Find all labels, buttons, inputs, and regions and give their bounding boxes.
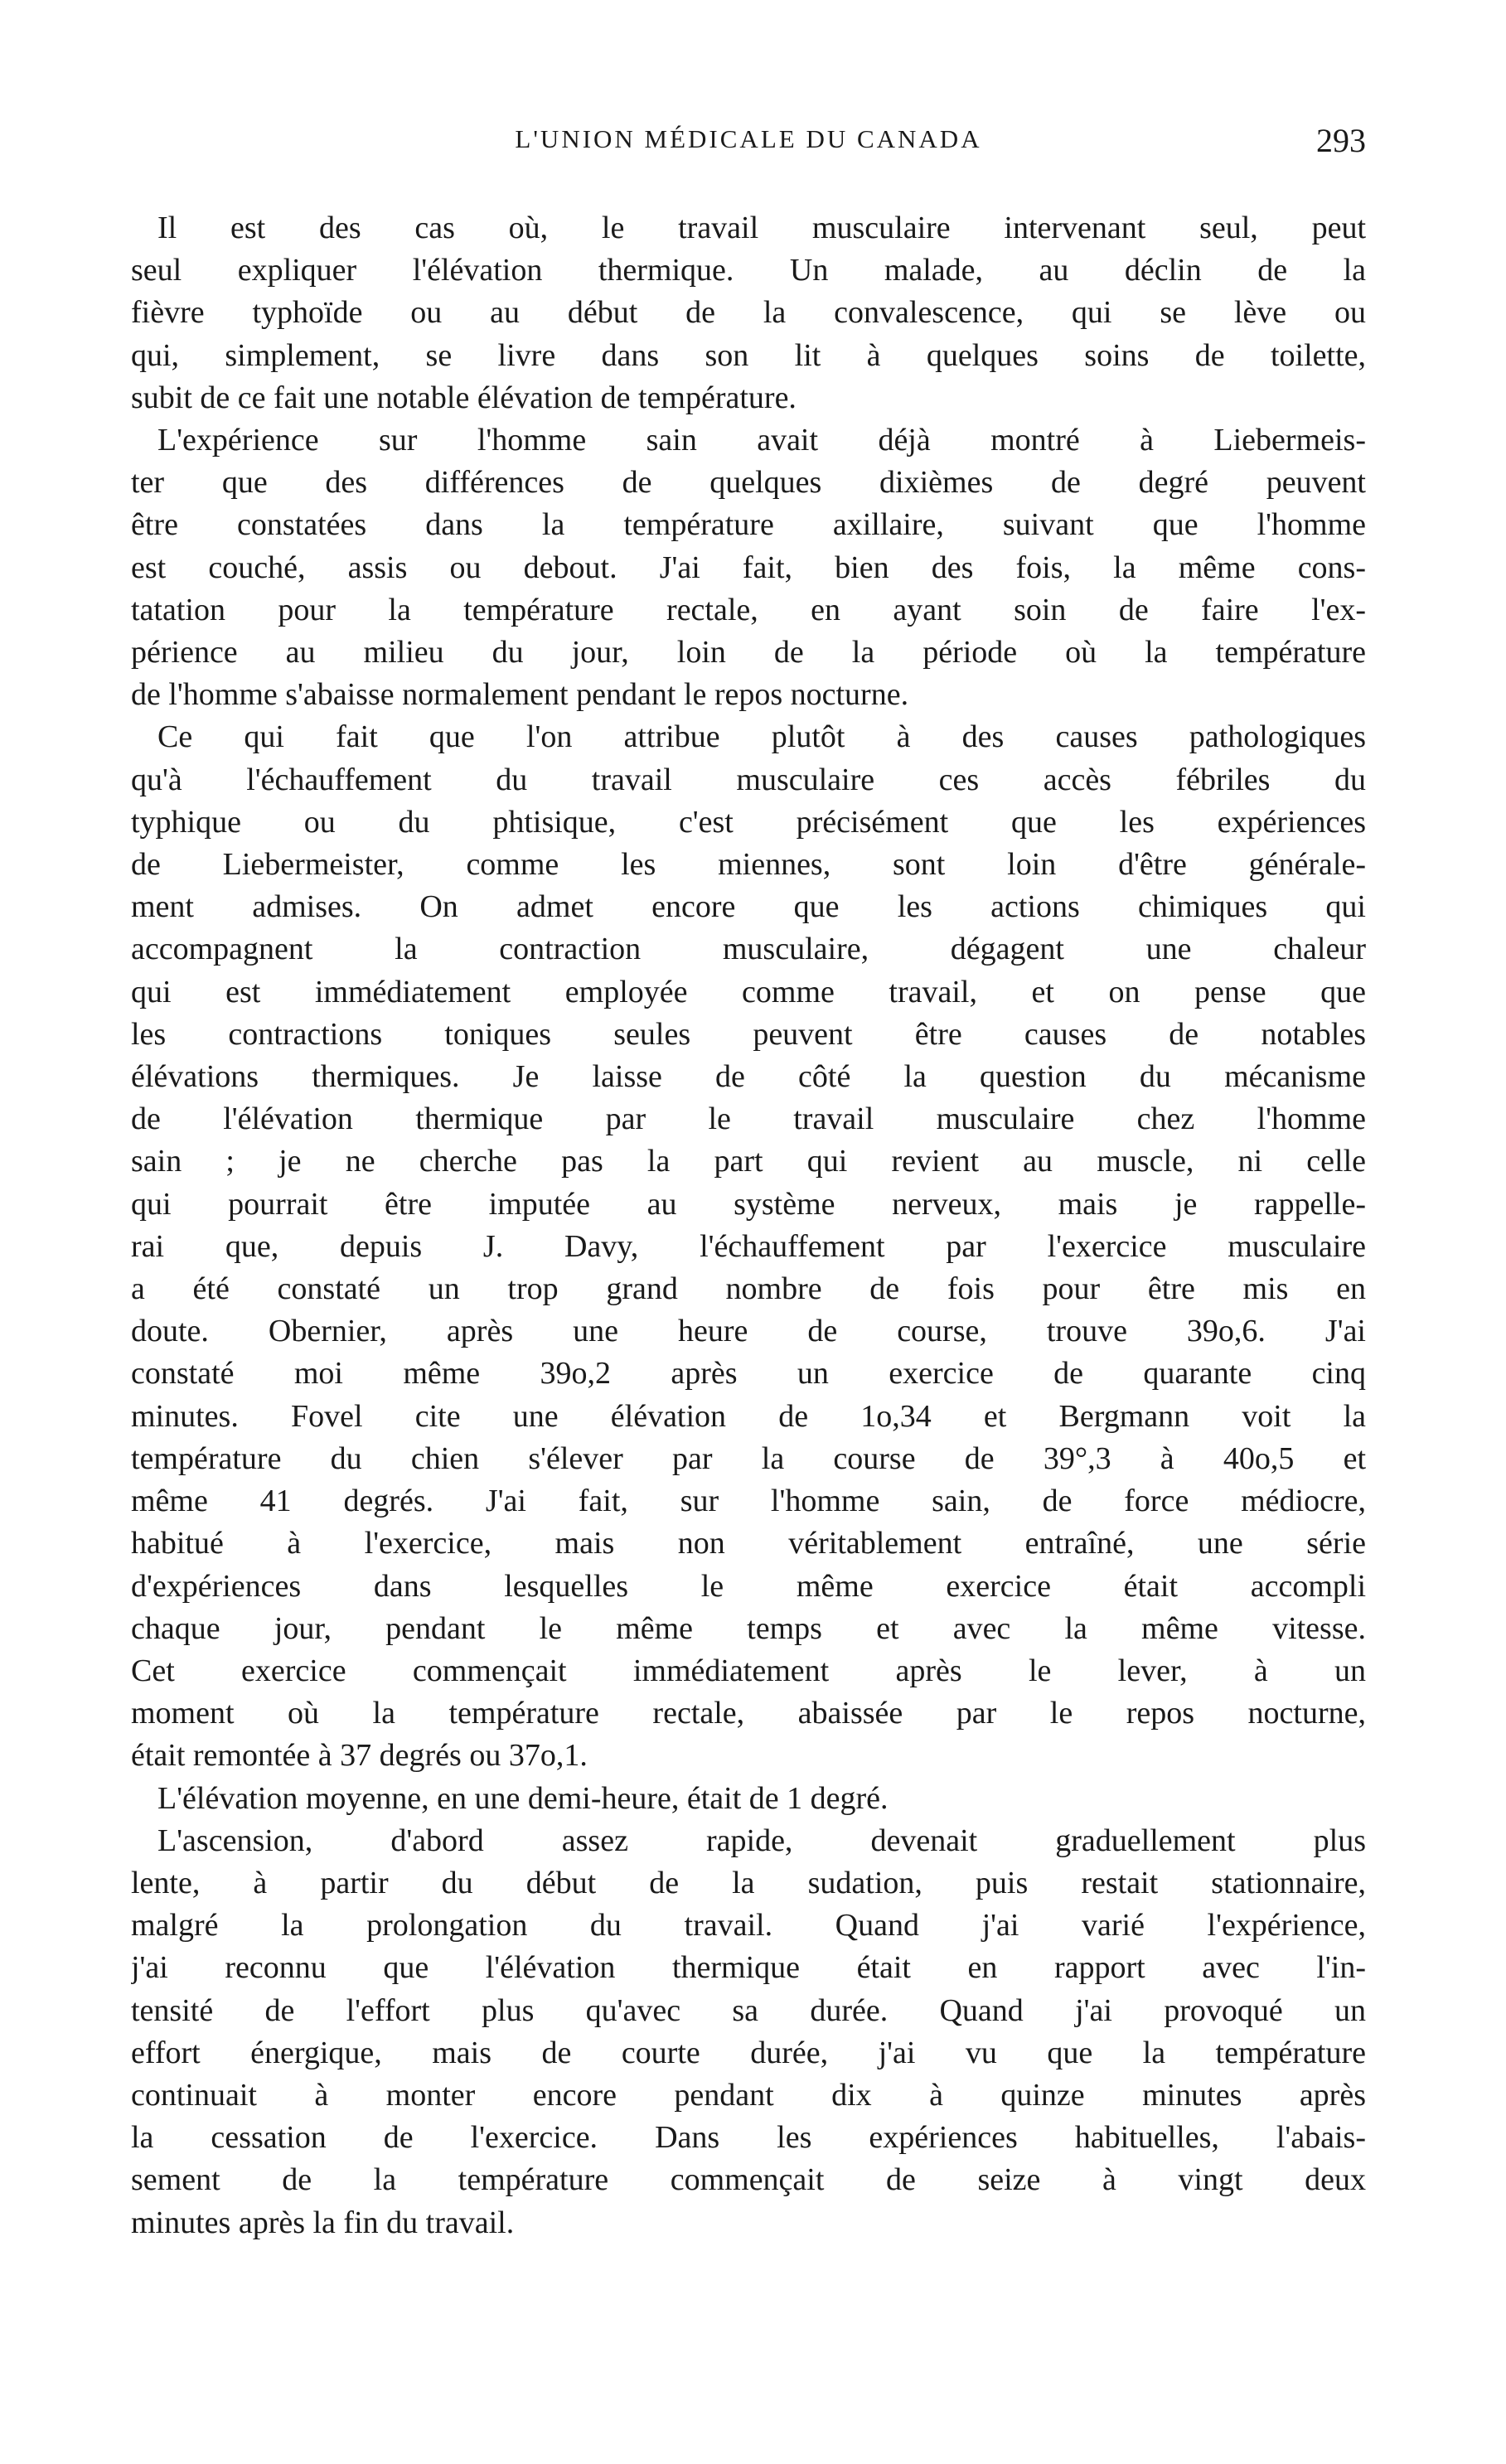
page-header <box>131 124 1366 174</box>
text-line: rai que, depuis J. Davy, l'échauffement par l'exercice musculaire <box>131 1228 1366 1264</box>
page-number: 293 <box>1316 122 1366 159</box>
text-line: L'ascension, d'abord assez rapide, devenait graduellement plus <box>157 1823 1366 1858</box>
text-line: Cet exercice commençait immédiatement après le lever, à un <box>131 1653 1366 1688</box>
text-line: élévations thermiques. Je laisse de côté la question du mécanisme <box>131 1059 1366 1095</box>
text-line: Ce qui fait que l'on attribue plutôt à des causes pathologiques <box>157 719 1366 755</box>
text-line: Il est des cas où, le travail musculaire intervenant seul, peut <box>157 211 1366 245</box>
text-line: seul expliquer l'élévation thermique. Un malade, au déclin de la <box>131 253 1366 288</box>
text-line: était remontée à 37 degrés ou 37o,1. <box>131 1738 588 1774</box>
text-line: d'expériences dans lesquelles le même exercice était accompli <box>131 1568 1366 1604</box>
text-line: les contractions toniques seules peuvent être causes de notables <box>131 1016 1366 1052</box>
text-line: constaté moi même 39o,2 après un exercice de quarante cinq <box>131 1356 1366 1392</box>
text-line: qui pourrait être imputée au système nerveux, mais je rappelle- <box>131 1186 1366 1222</box>
text-line: de l'homme s'abaisse normalement pendant le repos nocturne. <box>131 677 909 713</box>
text-line: habitué à l'exercice, mais non véritablement entraîné, une série <box>131 1526 1366 1561</box>
running-head: L'UNION MÉDICALE DU CANADA <box>515 124 982 153</box>
text-line: L'expérience sur l'homme sain avait déjà montré à Liebermeis- <box>157 423 1366 458</box>
text-line: même 41 degrés. J'ai fait, sur l'homme sain, de force médiocre, <box>131 1484 1366 1519</box>
text-line: a été constaté un trop grand nombre de fois pour être mis en <box>131 1271 1366 1307</box>
text-line: minutes. Fovel cite une élévation de 1o,34 et Bergmann voit la <box>131 1398 1366 1434</box>
text-line: minutes après la fin du travail. <box>131 2205 515 2240</box>
text-line: est couché, assis ou debout. J'ai fait, bien des fois, la même cons- <box>131 549 1366 585</box>
text-line: ment admises. On admet encore que les actions chimiques qui <box>131 889 1366 925</box>
text-line: température du chien s'élever par la course de 39°,3 à 40o,5 et <box>131 1440 1366 1476</box>
document-page <box>131 124 1366 2244</box>
text-line: chaque jour, pendant le même temps et avec la même vitesse. <box>131 1610 1366 1646</box>
text-line: fièvre typhoïde ou au début de la convalescence, qui se lève ou <box>131 295 1366 331</box>
text-line: subit de ce fait une notable élévation de température. <box>131 380 797 415</box>
text-line: malgré la prolongation du travail. Quand j'ai varié l'expérience, <box>131 1908 1366 1944</box>
text-line: qui est immédiatement employée comme travail, et on pense que <box>131 974 1366 1009</box>
text-line: L'élévation moyenne, en une demi-heure, était de 1 degré. <box>157 1780 889 1816</box>
text-line: sain ; je ne cherche pas la part qui revient au muscle, ni celle <box>131 1144 1366 1179</box>
text-line: la cessation de l'exercice. Dans les expériences habituelles, l'abais- <box>131 2120 1366 2156</box>
text-line: typhique ou du phtisique, c'est précisément que les expériences <box>131 804 1366 840</box>
text-line: qui, simplement, se livre dans son lit à quelques soins de toilette, <box>131 337 1366 373</box>
text-line: accompagnent la contraction musculaire, dégagent une chaleur <box>131 932 1366 967</box>
text-line: tatation pour la température rectale, en ayant soin de faire l'ex- <box>131 592 1366 627</box>
text-line: tensité de l'effort plus qu'avec sa durée. Quand j'ai provoqué un <box>131 1992 1366 2028</box>
text-line: qu'à l'échauffement du travail musculaire ces accès fébriles du <box>131 762 1366 797</box>
text-line: continuait à monter encore pendant dix à quinze minutes après <box>131 2077 1366 2113</box>
text-line: moment où la température rectale, abaissée par le repos nocturne, <box>131 1696 1366 1731</box>
text-line: doute. Obernier, après une heure de course, trouve 39o,6. J'ai <box>131 1314 1366 1349</box>
text-line: de Liebermeister, comme les miennes, sont loin d'être générale- <box>131 847 1366 883</box>
text-line: ter que des différences de quelques dixièmes de degré peuvent <box>131 465 1366 501</box>
body-text <box>131 207 1366 2244</box>
text-line: être constatées dans la température axillaire, suivant que l'homme <box>131 507 1366 543</box>
text-line: lente, à partir du début de la sudation, puis restait stationnaire, <box>131 1865 1366 1900</box>
text-line: de l'élévation thermique par le travail musculaire chez l'homme <box>131 1101 1366 1137</box>
paragraph <box>131 1778 1366 1820</box>
paragraph <box>131 716 1366 1777</box>
text-line: périence au milieu du jour, loin de la période où la température <box>131 635 1366 670</box>
text-line: effort énergique, mais de courte durée, j'ai vu que la température <box>131 2035 1366 2070</box>
paragraph <box>131 1820 1366 2244</box>
paragraph <box>131 207 1366 419</box>
text-line: j'ai reconnu que l'élévation thermique était en rapport avec l'in- <box>131 1950 1366 1986</box>
paragraph <box>131 419 1366 716</box>
text-line: sement de la température commençait de seize à vingt deux <box>131 2162 1366 2198</box>
